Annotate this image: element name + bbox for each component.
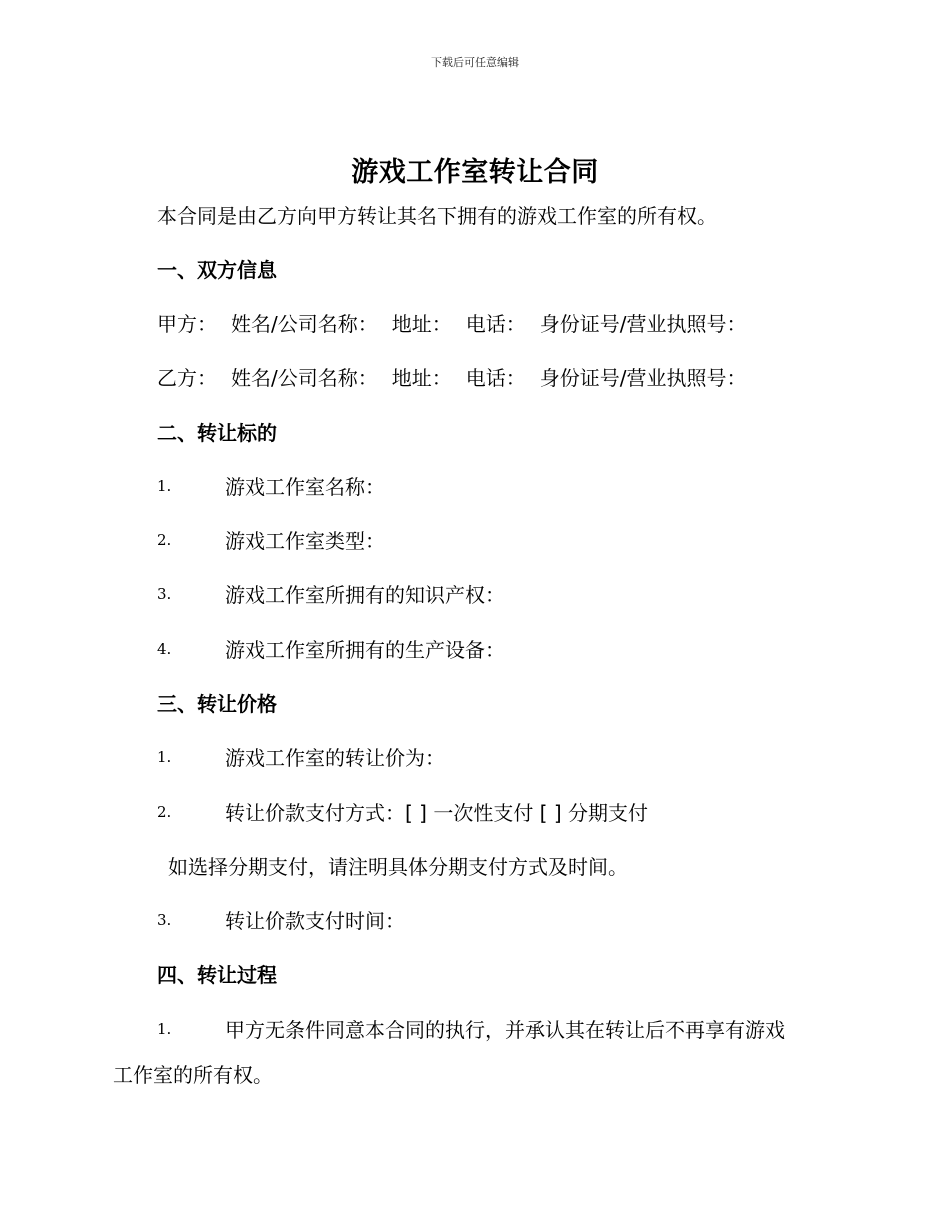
price-item [157,797,648,826]
item-text: 游戏工作室类型： [225,529,385,553]
section-heading-price: 三、转让价格 [157,692,277,716]
party-b-field-phone: 电话： [465,366,526,390]
party-b-field-name: 姓名/公司名称： [231,366,378,390]
item-text: 游戏工作室名称： [225,475,385,499]
item-number: 4. [157,639,172,658]
item-text: 转让价款支付时间： [225,909,405,933]
section-heading-process: 四、转让过程 [157,963,277,987]
party-a-field-name: 姓名/公司名称： [231,312,378,336]
installment-note: 如选择分期支付，请注明具体分期支付方式及时间。 [168,855,628,879]
subject-item [157,471,385,500]
price-item [157,905,405,934]
item-text: 游戏工作室所拥有的生产设备： [225,638,505,662]
party-a-field-address: 地址： [391,312,452,336]
section-heading-subject: 二、转让标的 [157,421,277,445]
item-number: 3. [157,584,172,603]
item-number: 3. [157,910,172,929]
item-number: 1. [157,476,172,495]
item-text: 游戏工作室所拥有的知识产权： [225,583,505,607]
item-text: 转让价款支付方式：[ ] 一次性支付 [ ] 分期支付 [225,801,648,825]
subject-item [157,634,505,663]
intro-paragraph: 本合同是由乙方向甲方转让其名下拥有的游戏工作室的所有权。 [157,204,717,228]
party-b-field-id: 身份证号/营业执照号： [539,366,747,390]
price-item [157,742,445,771]
item-number: 2. [157,802,172,821]
item-text: 游戏工作室的转让价为： [225,746,445,770]
item-number: 1. [157,1019,172,1038]
party-b-line [157,362,761,391]
party-a-field-id: 身份证号/营业执照号： [539,312,747,336]
document-title: 游戏工作室转让合同 [351,157,599,188]
party-b-label: 乙方： [157,366,217,390]
party-a-line [157,308,761,337]
item-number: 2. [157,530,172,549]
party-a-label: 甲方： [157,312,217,336]
party-a-field-phone: 电话： [465,312,526,336]
subject-item [157,579,505,608]
item-number: 1. [157,747,172,766]
item-text: 甲方无条件同意本合同的执行，并承认其在转让后不再享有游戏 [225,1018,785,1042]
section-heading-parties: 一、双方信息 [157,258,277,282]
process-item [157,1014,785,1043]
party-b-field-address: 地址： [391,366,452,390]
subject-item [157,525,385,554]
header-note: 下载后可任意编辑 [431,56,519,69]
process-item-continuation: 工作室的所有权。 [113,1063,273,1087]
